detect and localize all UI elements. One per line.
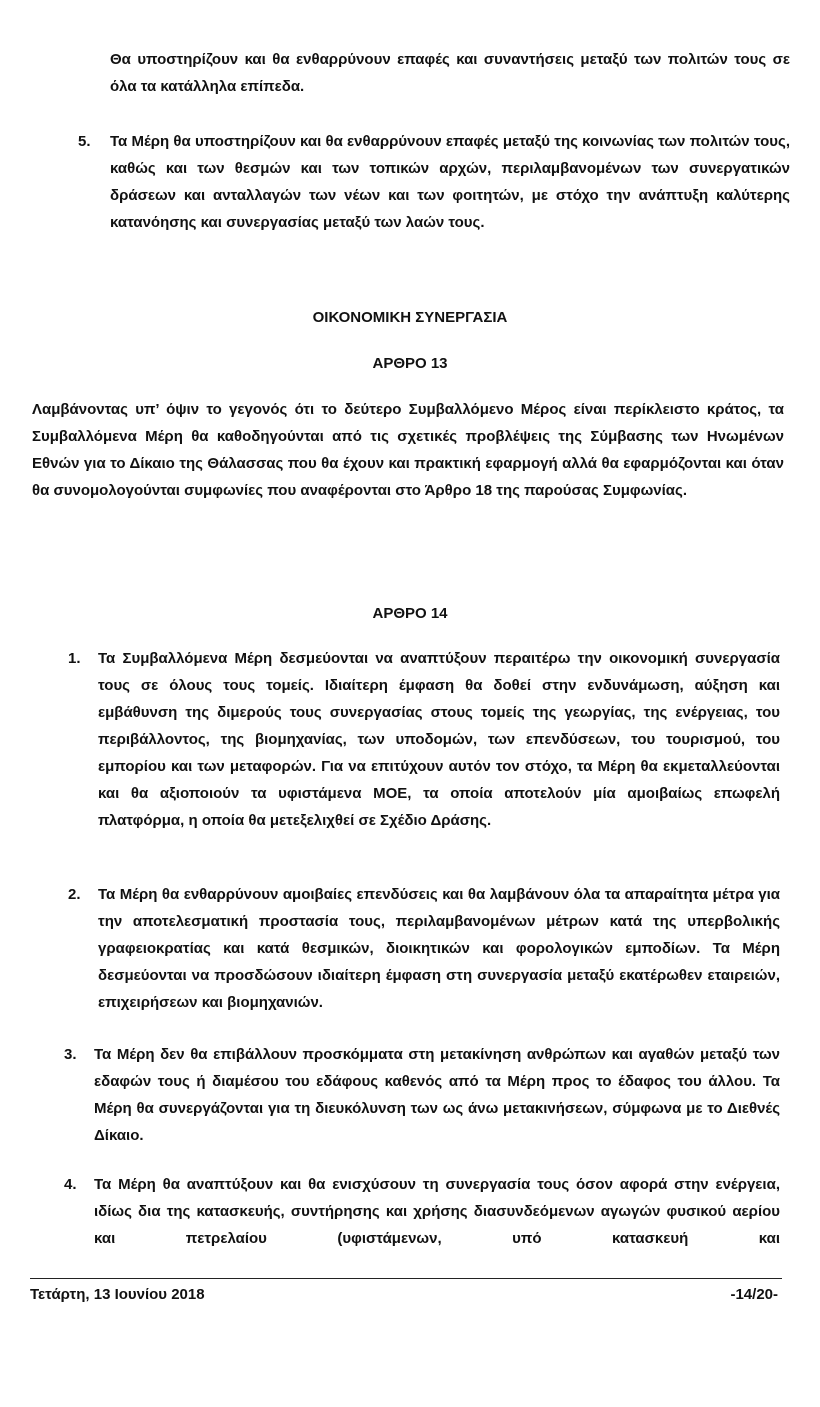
article-13-text: Λαμβάνοντας υπ’ όψιν το γεγονός ότι το δεύτερο Συμβαλλόμενο Μέρος είναι περίκλειστο κράτος, τα Συμβαλλόμενα Μέρη θα καθοδηγούνται από τις σχετικές προβλέψεις της Σύμβασης των Ηνωμένων Εθνών για το Δίκαιο της Θάλασσας που θα έχουν και πρακτική εφαρμογή αλλά θα εφαρμόζονται και όταν θα συνομολογούνται συμφωνίες που αναφέρονται στο Άρθρο 18 της παρούσας Συμφωνίας.	[32, 401, 784, 499]
article-13-title: ΑΡΘΡΟ 13	[372, 355, 448, 372]
footer-divider	[30, 1278, 782, 1279]
article-14-item-3-number: 3.	[64, 1046, 77, 1063]
section-title: ΟΙΚΟΝΟΜΙΚΗ ΣΥΝΕΡΓΑΣΙΑ	[312, 309, 508, 326]
item-5-text: Τα Μέρη θα υποστηρίζουν και θα ενθαρρύνουν επαφές μεταξύ της κοινωνίας των πολιτών τους, καθώς και των θεσμών και των τοπικών αρχών, περιλαμβανομένων των συνεργατικών δράσεων και ανταλλαγών των νέων και των φοιτητών, με στόχο την ανάπτυξη καλύτερης κατανόησης και συνεργασίας μεταξύ των λαών τους.	[110, 133, 790, 231]
footer-date: Τετάρτη, 13 Ιουνίου 2018	[30, 1286, 205, 1303]
article-14-item-1-number: 1.	[68, 650, 81, 667]
item-5-number: 5.	[78, 133, 91, 150]
intro-paragraph: Θα υποστηρίζουν και θα ενθαρρύνουν επαφές και συναντήσεις μεταξύ των πολιτών τους σε όλα τα κατάλληλα επίπεδα.	[110, 51, 790, 95]
article-14-item-2-number: 2.	[68, 886, 81, 903]
article-14-item-2-text: Τα Μέρη θα ενθαρρύνουν αμοιβαίες επενδύσεις και θα λαμβάνουν όλα τα απαραίτητα μέτρα για την αποτελεσματική προστασία τους, περιλαμβανομένων μέτρων κατά της υπερβολικής γραφειοκρατίας και κατά θεσμικών, διοικητικών και φορολογικών εμποδίων. Τα Μέρη δεσμεύονται να προσδώσουν ιδιαίτερη έμφαση στη συνεργασία μεταξύ εκατέρωθεν εταιρειών, επιχειρήσεων και βιομηχανιών.	[98, 886, 780, 1011]
article-14-item-3-text: Τα Μέρη δεν θα επιβάλλουν προσκόμματα στη μετακίνηση ανθρώπων και αγαθών μεταξύ των εδαφών τους ή διαμέσου του εδάφους καθενός από τα Μέρη προς το έδαφος του άλλου. Τα Μέρη θα συνεργάζονται για τη διευκόλυνση των ως άνω μετακινήσεων, σύμφωνα με το Διεθνές Δίκαιο.	[94, 1046, 780, 1144]
article-14-item-4-text: Τα Μέρη θα αναπτύξουν και θα ενισχύσουν τη συνεργασία τους όσον αφορά στην ενέργεια, ιδίως δια της κατασκευής, συντήρησης και χρήσης διασυνδεόμενων αγωγών φυσικού αερίου και πετρελαίου (υφιστάμενων, υπό κατασκευή και	[94, 1176, 780, 1247]
article-14-item-1-text: Τα Συμβαλλόμενα Μέρη δεσμεύονται να αναπτύξουν περαιτέρω την οικονομική συνεργασία τους σε όλους τους τομείς. Ιδιαίτερη έμφαση θα δοθεί στην ενδυνάμωση, αύξηση και εμβάθυνση της διμερούς τους συνεργασίας στους τομείς της γεωργίας, της ενέργειας, του περιβάλλοντος, της βιομηχανίας, των υποδομών, των επενδύσεων, του τουρισμού, του εμπορίου και των μεταφορών. Για να επιτύχουν αυτόν τον στόχο, τα Μέρη θα εκμεταλλεύονται και θα αξιοποιούν τα υφιστάμενα ΜΟΕ, τα οποία αποτελούν μία αμοιβαίως επωφελή πλατφόρμα, η οποία θα μετεξελιχθεί σε Σχέδιο Δράσης.	[98, 650, 780, 829]
article-14-item-4-number: 4.	[64, 1176, 77, 1193]
article-14-title: ΑΡΘΡΟ 14	[372, 605, 448, 622]
footer-page-number: -14/20-	[730, 1286, 778, 1303]
